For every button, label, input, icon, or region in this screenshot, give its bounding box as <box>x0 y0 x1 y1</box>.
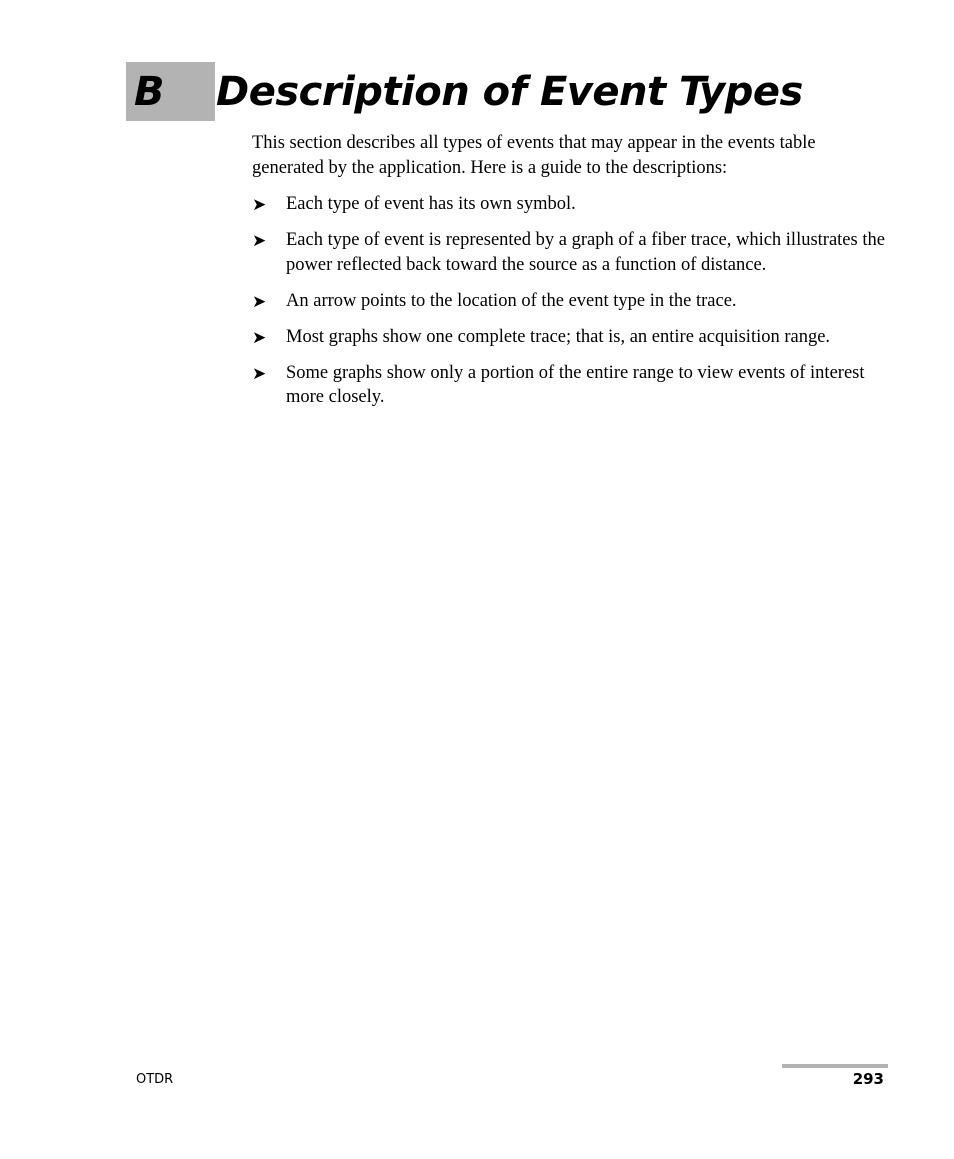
list-item-text: Each type of event has its own symbol. <box>286 194 576 214</box>
list-item-text: Some graphs show only a portion of the entire range to view events of interest more closely. <box>286 362 865 407</box>
arrow-bullet-icon: ➤ <box>252 195 267 215</box>
list-item-text: Each type of event is represented by a graph of a fiber trace, which illustrates the power reflected back toward the source as a function of distance. <box>286 230 885 275</box>
list-item-text: An arrow points to the location of the event type in the trace. <box>286 290 737 311</box>
intro-paragraph: This section describes all types of events that may appear in the events table generated by the application. Here is a guide to the descriptions: <box>252 133 816 178</box>
list-item <box>252 192 892 217</box>
list-item <box>252 289 892 314</box>
arrow-bullet-icon: ➤ <box>252 363 267 384</box>
list-item-text: Most graphs show one complete trace; that is, an entire acquisition range. <box>286 326 831 347</box>
guide-list <box>252 192 892 410</box>
list-item <box>252 361 892 410</box>
page-number: 293 <box>852 1070 884 1088</box>
arrow-bullet-icon: ➤ <box>252 327 267 348</box>
footer-rule <box>782 1064 888 1068</box>
list-item <box>252 325 892 350</box>
chapter-letter: B <box>134 69 165 115</box>
footer-product-name: OTDR <box>136 1072 174 1087</box>
section-body <box>252 131 892 421</box>
arrow-bullet-icon: ➤ <box>252 291 267 312</box>
list-item <box>252 228 892 277</box>
chapter-title: Description of Event Types <box>216 69 803 115</box>
arrow-bullet-icon: ➤ <box>252 231 267 251</box>
